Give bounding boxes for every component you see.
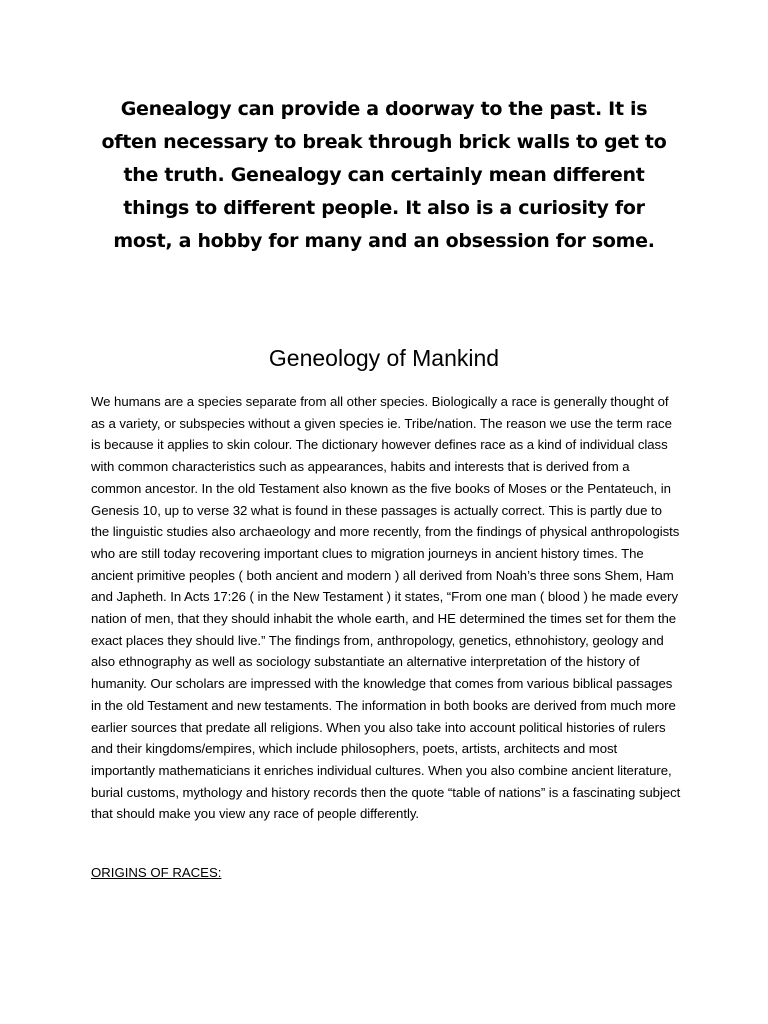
document-title: Geneology of Mankind bbox=[268, 345, 500, 371]
body-paragraph: We humans are a species separate from all other species. Biologically a race is generally thought of as a variety, or subspecies without a given species ie. Tribe/nation. The reason we use the term race is because it applies to skin colour. The dictionary however defines race as a kind of individual class with common characteristics such as appearances, habits and interests that is derived from a common ancestor. In the old Testament also known as the five books of Moses or the Pentateuch, in Genesis 10, up to verse 32 what is found in these passages is actually correct. This is partly due to the linguistic studies also archaeology and more recently, from the findings of physical anthropologists who are still today recovering important clues to migration journeys in ancient history times. The ancient primitive peoples ( both ancient and modern ) all derived from Noah’s three sons Shem, Ham and Japheth. In Acts 17:26 ( in the New Testament ) it states, “From one man ( blood ) he made every nation of men, that they should inhabit the whole earth, and HE determined the times set for them the exact places they should live.” The findings from, anthropology, genetics, ethnohistory, geology and also ethnography as well as sociology substantiate an alternative interpretation of the history of humanity. Our scholars are impressed with the knowledge that comes from various biblical passages in the old Testament and new testaments. The information in both books are derived from much more earlier sources that predate all religions. When you also take into account political histories of rulers and their kingdoms/empires, which include philosophers, poets, artists, architects and most importantly mathematicians it enriches individual cultures. When you also combine ancient literature, burial customs, mythology and history records then the quote “table of nations” is a fascinating subject that should make you view any race of people differently. bbox=[91, 394, 681, 822]
section-heading: ORIGINS OF RACES: bbox=[91, 865, 222, 880]
intro-paragraph: Genealogy can provide a doorway to the past. It is often necessary to break through brick walls to get to the truth. Genealogy can certainly mean different things to different people. It also is a curiosity for most, a hobby for many and an obsession for some. bbox=[101, 98, 667, 252]
